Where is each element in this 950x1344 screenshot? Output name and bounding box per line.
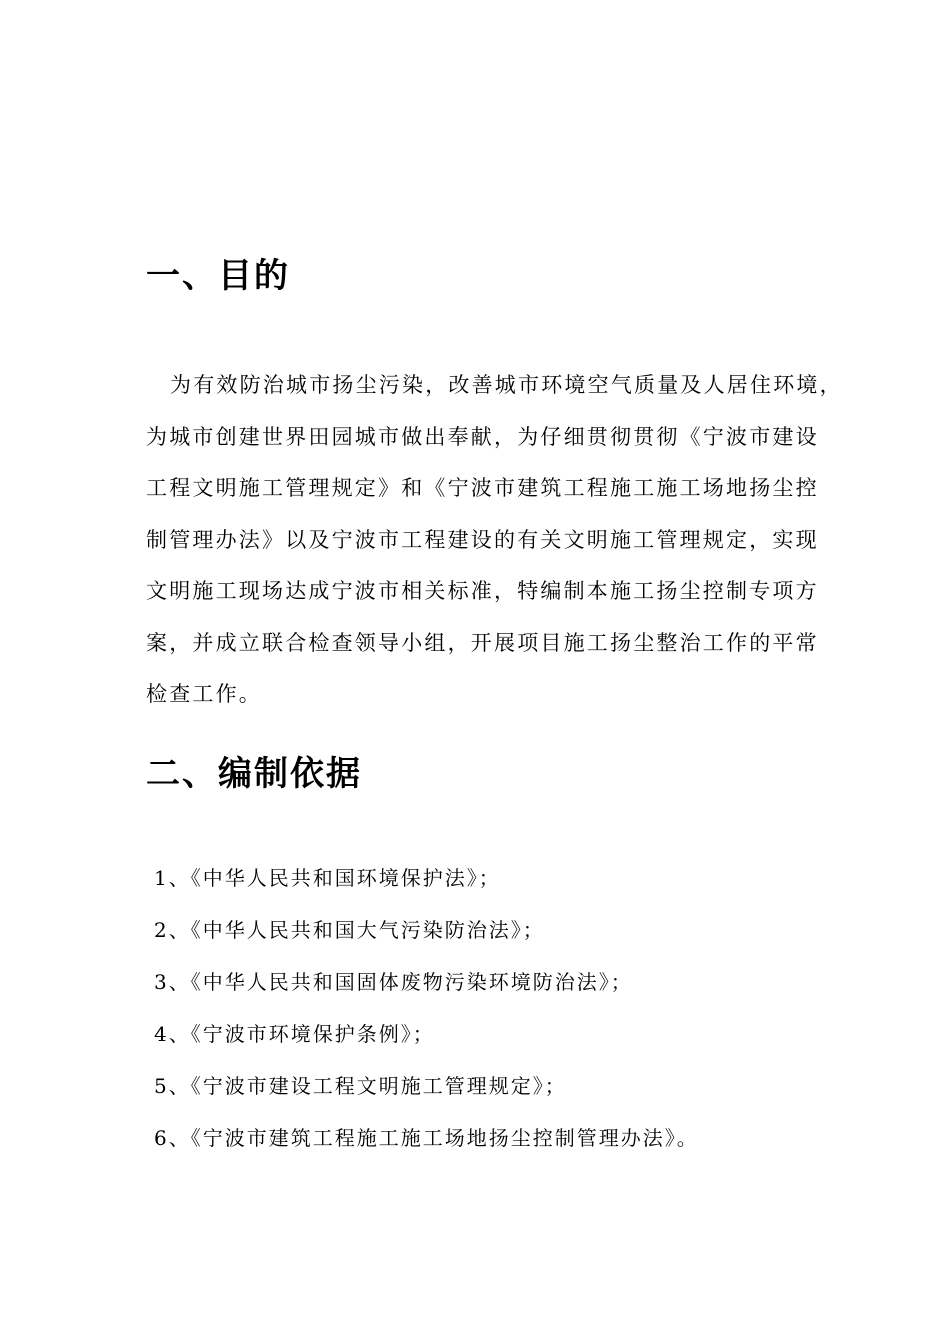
- list-item: 2、《中华人民共和国大气污染防治法》；: [154, 918, 545, 942]
- section-heading-basis: 二、编制依据: [146, 754, 362, 794]
- list-item: 6、《宁波市建筑工程施工施工场地扬尘控制管理办法》。: [154, 1126, 699, 1150]
- paragraph-line: 案，并成立联合检查领导小组，开展项目施工扬尘整治工作的平常: [146, 630, 819, 655]
- reference-list: [154, 858, 699, 1170]
- list-item: 1、《中华人民共和国环境保护法》；: [154, 866, 501, 890]
- paragraph-line: 工程文明施工管理规定》和《宁波市建筑工程施工施工场地扬尘控: [146, 476, 819, 500]
- paragraph-line: 为有效防治城市扬尘污染，改善城市环境空气质量及人居住环境，: [170, 373, 843, 397]
- paragraph-line: 检查工作。: [146, 682, 262, 706]
- paragraph-line: 文明施工现场达成宁波市相关标准，特编制本施工扬尘控制专项方: [146, 579, 819, 603]
- list-item: 3、《中华人民共和国固体废物污染环境防治法》；: [154, 970, 633, 994]
- paragraph-line: 制管理办法》以及宁波市工程建设的有关文明施工管理规定，实现: [146, 527, 819, 552]
- purpose-paragraph: [146, 360, 843, 721]
- list-item: 4、《宁波市环境保护条例》；: [154, 1022, 435, 1046]
- section-heading-purpose: 一、目的: [146, 256, 290, 296]
- paragraph-line: 为城市创建世界田园城市做出奉献，为仔细贯彻贯彻《宁波市建设: [146, 424, 819, 449]
- list-item: 5、《宁波市建设工程文明施工管理规定》；: [154, 1074, 567, 1098]
